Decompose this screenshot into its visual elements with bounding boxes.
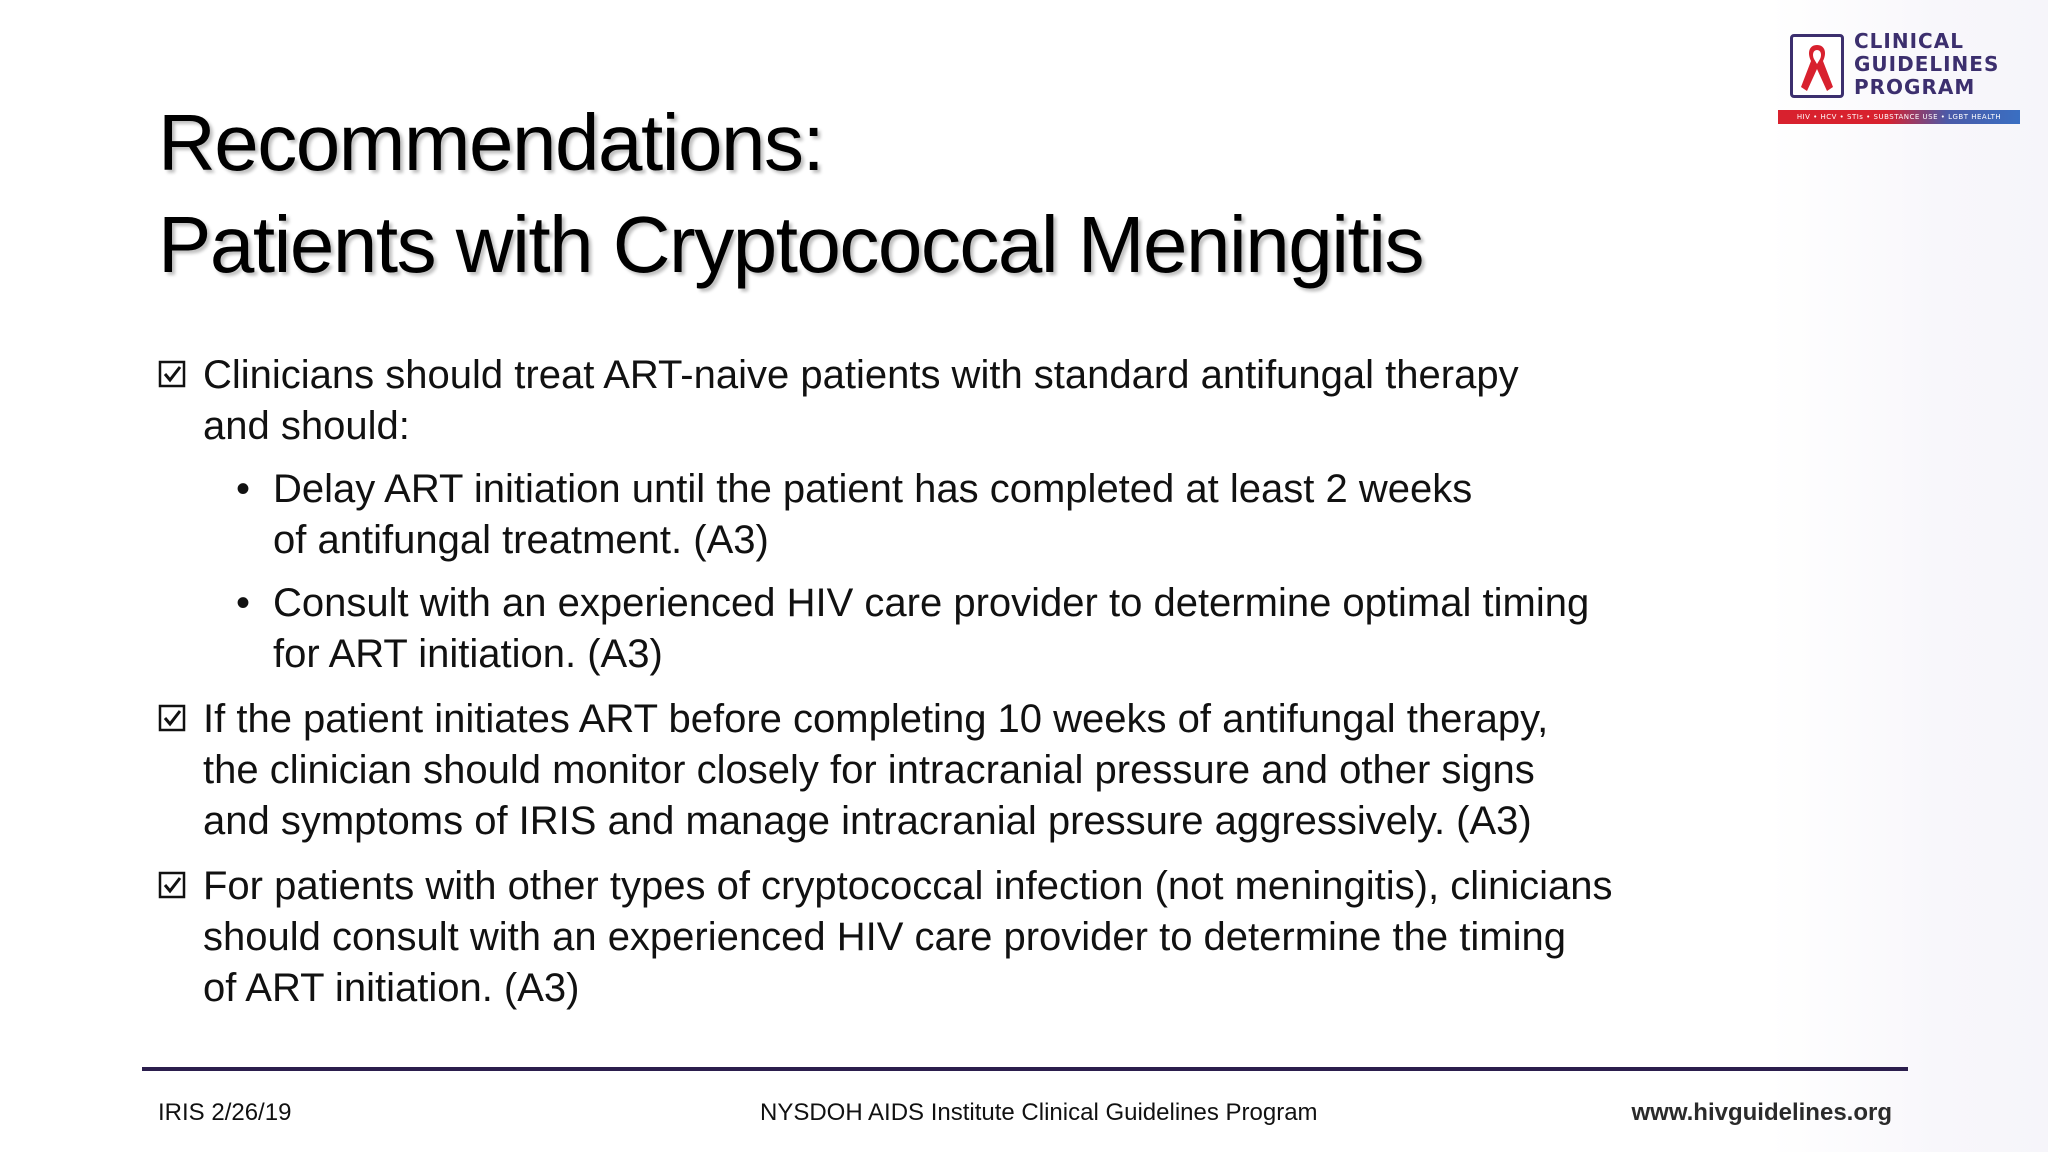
text-line: Delay ART initiation until the patient has completed at least 2 weeks bbox=[273, 467, 1473, 511]
ribbon-icon-frame bbox=[1790, 34, 1844, 98]
text-line: should consult with an experienced HIV care provider to determine the timing bbox=[203, 915, 1566, 959]
awareness-ribbon-icon bbox=[1793, 37, 1841, 95]
bullet-icon: • bbox=[236, 467, 251, 511]
logo-tagline-strip bbox=[1778, 110, 2020, 124]
logo-wordmark bbox=[1854, 30, 2014, 99]
slide-title bbox=[158, 92, 1658, 296]
recommendation-text bbox=[203, 350, 1778, 452]
text-line: the clinician should monitor closely for intracranial pressure and other signs bbox=[203, 748, 1535, 792]
recommendation-item bbox=[158, 861, 1778, 1014]
logo-line-2: GUIDELINES bbox=[1854, 52, 2000, 76]
text-line: For patients with other types of cryptococcal infection (not meningitis), clinicians bbox=[203, 864, 1613, 908]
text-line: Clinicians should treat ART-naive patients with standard antifungal therapy bbox=[203, 353, 1519, 397]
logo-tagline: HIV • HCV • STIs • SUBSTANCE USE • LGBT HEALTH bbox=[1796, 113, 2002, 121]
footer-website-link[interactable]: www.hivguidelines.org bbox=[1631, 1099, 1892, 1126]
footer-program-name: NYSDOH AIDS Institute Clinical Guidelines Program bbox=[760, 1099, 1318, 1126]
recommendation-item bbox=[158, 350, 1778, 452]
recommendation-text bbox=[203, 861, 1778, 1014]
footer-slide-label: IRIS 2/26/19 bbox=[158, 1099, 292, 1126]
checkbox-checked-icon bbox=[158, 704, 186, 732]
checkbox-checked-icon bbox=[158, 360, 186, 388]
recommendations-list bbox=[158, 350, 1778, 1014]
text-line: of antifungal treatment. (A3) bbox=[273, 518, 769, 562]
text-line: of ART initiation. (A3) bbox=[203, 966, 580, 1010]
text-line: Consult with an experienced HIV care provider to determine optimal timing bbox=[273, 581, 1590, 625]
text-line: for ART initiation. (A3) bbox=[273, 632, 663, 676]
title-line-1: Recommendations: bbox=[158, 98, 824, 187]
clinical-guidelines-logo bbox=[1778, 28, 2020, 128]
recommendation-item bbox=[158, 694, 1778, 847]
footer-divider bbox=[142, 1067, 1908, 1071]
title-line-2: Patients with Cryptococcal Meningitis bbox=[158, 200, 1424, 289]
text-line: and symptoms of IRIS and manage intracranial pressure aggressively. (A3) bbox=[203, 799, 1532, 843]
background-shade bbox=[1770, 0, 2048, 1152]
text-line: and should: bbox=[203, 404, 410, 448]
sub-recommendation-item bbox=[158, 464, 1778, 566]
text-line: If the patient initiates ART before completing 10 weeks of antifungal therapy, bbox=[203, 697, 1549, 741]
bullet-icon: • bbox=[236, 581, 251, 625]
sub-recommendation-item bbox=[158, 578, 1778, 680]
logo-line-3: PROGRAM bbox=[1854, 75, 1976, 99]
logo-line-1: CLINICAL bbox=[1854, 29, 1964, 53]
recommendation-text bbox=[203, 694, 1778, 847]
checkbox-checked-icon bbox=[158, 871, 186, 899]
